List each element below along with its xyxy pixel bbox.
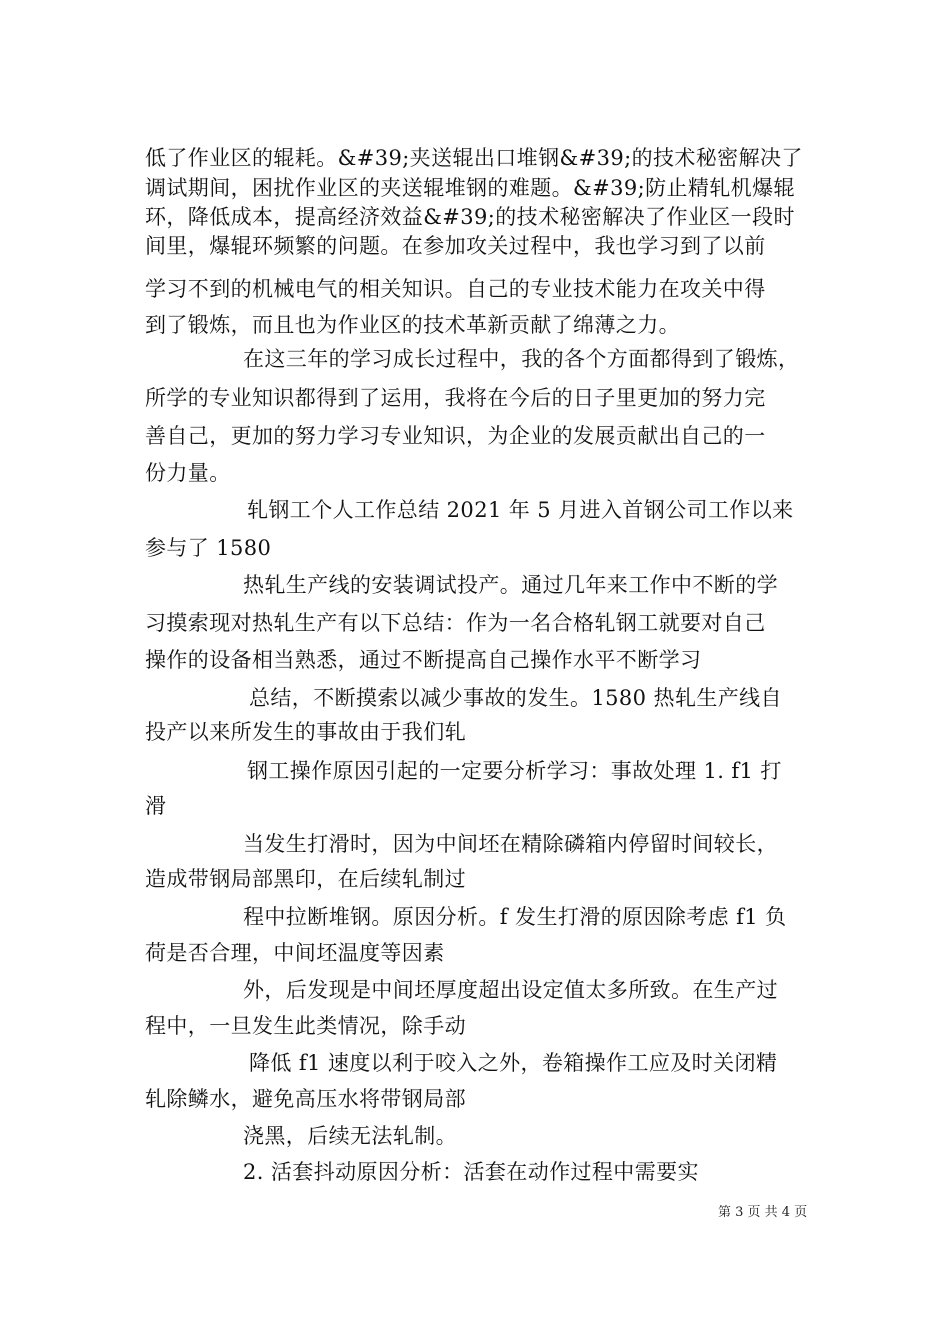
paragraph-start-line: 2. 活套抖动原因分析：活套在动作过程中需要实 <box>243 1160 699 1184</box>
text-line: 低了作业区的辊耗。&#39;夹送辊出口堆钢&#39;的技术秘密解决了 <box>145 146 803 170</box>
paragraph-start-line: 外，后发现是中间坯厚度超出设定值太多所致。在生产过 <box>243 978 778 1002</box>
text-line: 调试期间，困扰作业区的夹送辊堆钢的难题。&#39;防止精轧机爆辊 <box>145 176 795 200</box>
page-number-footer: 第 3 页 共 4 页 <box>718 1205 808 1220</box>
text-line: 轧除鳞水，避免高压水将带钢局部 <box>145 1087 466 1111</box>
paragraph-start-line: 降低 f1 速度以利于咬入之外，卷箱操作工应及时关闭精 <box>249 1051 778 1075</box>
text-line: 到了锻炼，而且也为作业区的技术革新贡献了绵薄之力。 <box>145 313 680 337</box>
text-line: 习摸索现对热轧生产有以下总结：作为一名合格轧钢工就要对自己 <box>145 611 766 635</box>
paragraph-start-line: 热轧生产线的安装调试投产。通过几年来工作中不断的学 <box>243 573 778 597</box>
text-line: 份力量。 <box>145 461 231 485</box>
text-line: 学习不到的机械电气的相关知识。自己的专业技术能力在攻关中得 <box>145 277 766 301</box>
text-line: 参与了 1580 <box>145 536 272 560</box>
paragraph-start-line: 钢工操作原因引起的一定要分析学习：事故处理 1. f1 打 <box>247 759 782 783</box>
text-line: 程中，一旦发生此类情况，除手动 <box>145 1014 466 1038</box>
text-line: 善自己，更加的努力学习专业知识，为企业的发展贡献出自己的一 <box>145 424 766 448</box>
paragraph-start-line: 轧钢工个人工作总结 2021 年 5 月进入首钢公司工作以来 <box>247 498 794 522</box>
text-line: 环，降低成本，提高经济效益&#39;的技术秘密解决了作业区一段时 <box>145 205 795 229</box>
paragraph-start-line: 程中拉断堆钢。原因分析。f 发生打滑的原因除考虑 f1 负 <box>243 905 787 929</box>
text-line: 滑 <box>145 794 167 818</box>
text-line: 投产以来所发生的事故由于我们轧 <box>145 720 466 744</box>
paragraph-start-line: 总结，不断摸索以减少事故的发生。1580 热轧生产线自 <box>249 686 782 710</box>
text-line: 操作的设备相当熟悉，通过不断提高自己操作水平不断学习 <box>145 648 702 672</box>
text-line: 所学的专业知识都得到了运用，我将在今后的日子里更加的努力完 <box>145 386 766 410</box>
text-line: 荷是否合理，中间坯温度等因素 <box>145 941 445 965</box>
paragraph-start-line: 在这三年的学习成长过程中，我的各个方面都得到了锻炼， <box>243 347 800 371</box>
paragraph-start-line: 当发生打滑时，因为中间坯在精除磷箱内停留时间较长， <box>243 832 778 856</box>
text-line: 造成带钢局部黑印，在后续轧制过 <box>145 867 466 891</box>
text-line: 间里，爆辊环频繁的问题。在参加攻关过程中，我也学习到了以前 <box>145 234 766 258</box>
paragraph-start-line: 浇黑，后续无法轧制。 <box>243 1124 457 1148</box>
